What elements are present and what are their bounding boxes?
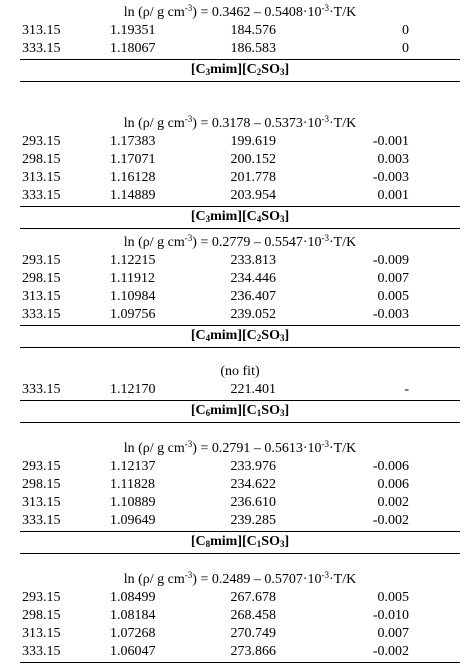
table-row: 313.15 1.07268 270.749 0.007: [22, 626, 409, 641]
section-header: $[C_6mim][C_1SO_3]$: [190, 403, 290, 418]
table-row: 333.15 1.09756 239.052 -0.003: [22, 307, 409, 322]
table-row: 333.15 1.18067 186.583 0: [22, 41, 409, 56]
table-row: 298.15 1.17071 200.152 0.003: [22, 152, 409, 167]
fit-equation: ln (ρ/ g $cm^{-3}) = 0.2489 - 0.5707\cdot 10^{-3}\cdot T/K$: [123, 570, 357, 587]
table-row: 313.15 1.10984 236.407 0.005: [22, 289, 409, 304]
divider: [20, 228, 460, 229]
table-row: 313.15 1.19351 184.576 0: [22, 23, 409, 38]
section-header: $[C_4mim][C_2SO_3]$: [190, 328, 290, 343]
no-fit-note: (no fit): [220, 364, 260, 379]
table-row: 333.15 1.12170 221.401 -: [22, 382, 409, 397]
fit-equation: ln (ρ/ g $cm^{-3}) = 0.2779 - 0.5547\cdot 10^{-3}\cdot T/K$: [123, 233, 357, 250]
table-row: 313.15 1.16128 201.778 -0.003: [22, 170, 409, 185]
divider: [20, 531, 460, 532]
table-row: 298.15 1.11828 234.622 0.006: [22, 477, 409, 492]
fit-equation: ln (ρ/ g $cm^{-3}) = 0.3462 - 0.5408\cdot 10^{-3}\cdot T/K$: [123, 3, 357, 20]
table-row: 298.15 1.08184 268.458 -0.010: [22, 608, 409, 623]
fit-equation: ln (ρ/ g $cm^{-3}) = 0.2791 - 0.5613\cdot 10^{-3}\cdot T/K$: [123, 439, 357, 456]
divider: [20, 422, 460, 423]
section-header: $[C_8mim][C_1SO_3]$: [190, 534, 290, 549]
table-row: 333.15 1.14889 203.954 0.001: [22, 188, 409, 203]
table-row: 293.15 1.12215 233.813 -0.009: [22, 253, 409, 268]
table-row: 293.15 1.12137 233.976 -0.006: [22, 459, 409, 474]
divider: [20, 206, 460, 207]
section-header: $[C_3mim][C_4SO_3]$: [190, 209, 290, 224]
divider: [20, 553, 460, 554]
table-bottom-rule: [20, 662, 460, 663]
table-row: 313.15 1.10889 236.610 0.002: [22, 495, 409, 510]
divider: [20, 347, 460, 348]
fit-equation: ln (ρ/ g $cm^{-3}) = 0.3178 - 0.5373\cdot 10^{-3}\cdot T/K$: [123, 114, 357, 131]
divider: [20, 59, 460, 60]
table-row: 298.15 1.11912 234.446 0.007: [22, 271, 409, 286]
table-row: 293.15 1.08499 267.678 0.005: [22, 590, 409, 605]
section-header: $[C_3mim][C_2SO_3]$: [190, 62, 290, 77]
divider: [20, 81, 460, 82]
table-row: 333.15 1.09649 239.285 -0.002: [22, 513, 409, 528]
table-row: 333.15 1.06047 273.866 -0.002: [22, 644, 409, 659]
divider: [20, 325, 460, 326]
table-row: 293.15 1.17383 199.619 -0.001: [22, 134, 409, 149]
divider: [20, 400, 460, 401]
